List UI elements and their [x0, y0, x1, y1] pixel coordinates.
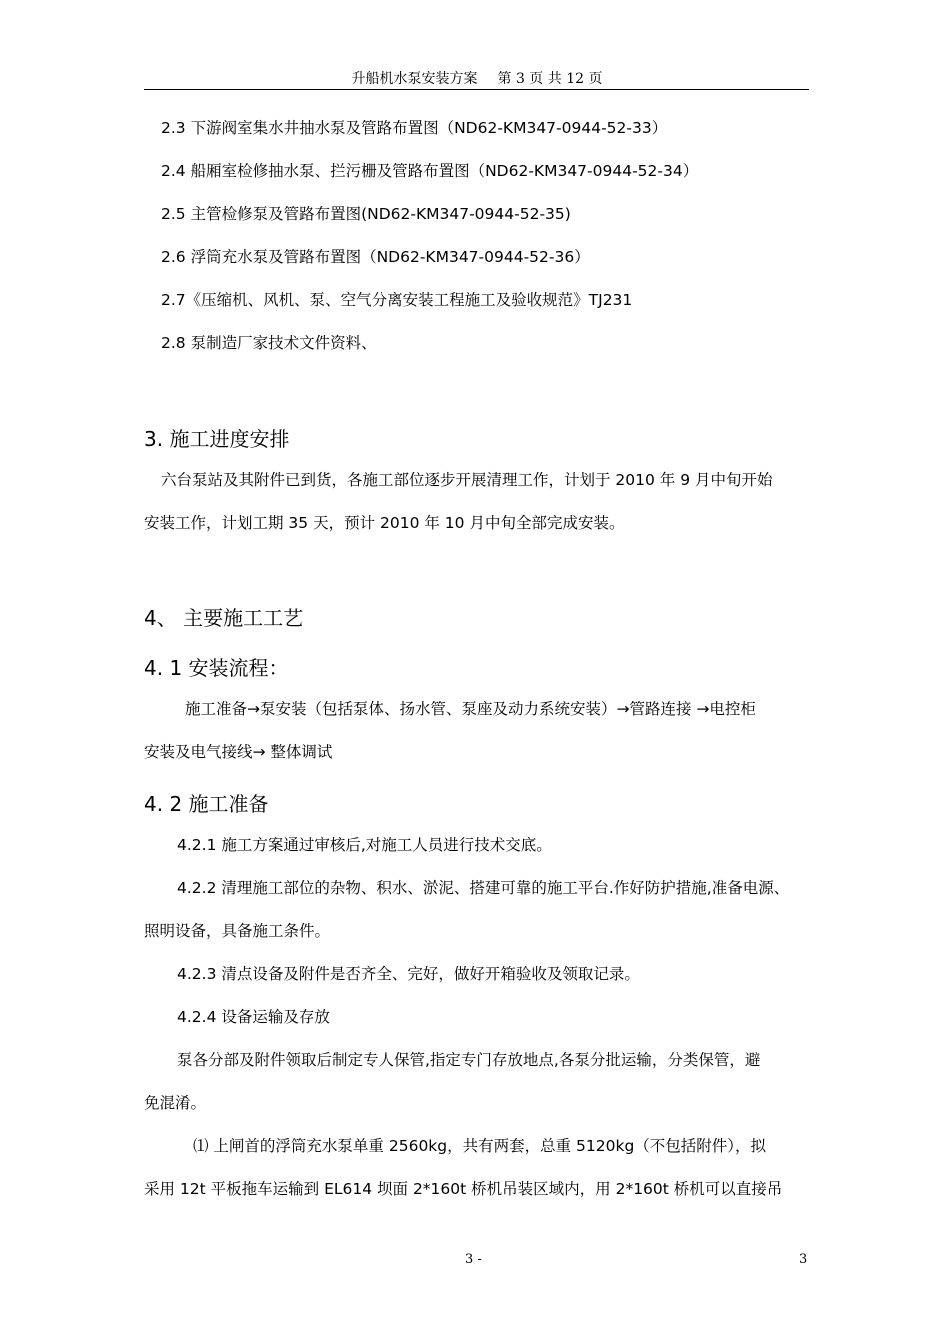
document-title: 升船机水泵安装方案 [351, 71, 478, 87]
reference-2-4: 2.4 船厢室检修抽水泵、拦污栅及管路布置图（ND62-KM347-0944-52-34） [161, 162, 699, 180]
footer-page-number: 3 - [465, 1252, 482, 1267]
schedule-paragraph-line-1: 六台泵站及其附件已到货，各施工部位逐步开展清理工作，计划于 2010 年 9 月中旬开始 [161, 471, 773, 489]
reference-2-6: 2.6 浮筒充水泵及管路布置图（ND62-KM347-0944-52-36） [161, 248, 590, 266]
paragraph-4-2-2-line-2: 照明设备，具备施工条件。 [144, 922, 331, 940]
install-flow-line-1: 施工准备→泵安装（包括泵体、扬水管、泵座及动力系统安装）→管路连接 →电控柜 [185, 700, 756, 718]
section-3-heading: 3. 施工进度安排 [144, 427, 290, 451]
storage-paragraph-line-1: 泵各分部及附件领取后制定专人保管,指定专门存放地点,各泵分批运输，分类保管，避 [177, 1051, 761, 1069]
reference-2-7: 2.7《压缩机、风机、泵、空气分离安装工程施工及验收规范》TJ231 [161, 291, 633, 309]
footer-page-index: 3 [799, 1252, 808, 1267]
reference-2-5: 2.5 主管检修泵及管路布置图(ND62-KM347-0944-52-35) [161, 205, 571, 223]
paragraph-4-2-2-line-1: 4.2.2 清理施工部位的杂物、积水、淤泥、搭建可靠的施工平台.作好防护措施,准备电源、 [177, 879, 790, 897]
item-1-line-1: ⑴ 上闸首的浮筒充水泵单重 2560kg，共有两套，总重 5120kg（不包括附件），拟 [193, 1137, 767, 1155]
section-4-heading: 4、 主要施工工艺 [144, 606, 304, 630]
reference-2-3: 2.3 下游阀室集水井抽水泵及管路布置图（ND62-KM347-0944-52-33） [161, 119, 668, 137]
header-rule [144, 89, 809, 90]
install-flow-line-2: 安装及电气接线→ 整体调试 [144, 743, 333, 761]
page-count: 第 3 页 共 12 页 [497, 71, 603, 87]
page-header [146, 70, 808, 88]
paragraph-4-2-3: 4.2.3 清点设备及附件是否齐全、完好，做好开箱验收及领取记录。 [177, 965, 640, 983]
schedule-paragraph-line-2: 安装工作，计划工期 35 天，预计 2010 年 10 月中旬全部完成安装。 [144, 514, 625, 532]
reference-2-8: 2.8 泵制造厂家技术文件资料、 [161, 334, 377, 352]
paragraph-4-2-1: 4.2.1 施工方案通过审核后,对施工人员进行技术交底。 [177, 836, 552, 854]
item-1-line-2: 采用 12t 平板拖车运输到 EL614 坝面 2*160t 桥机吊装区域内，用 2*160t 桥机可以直接吊 [144, 1180, 783, 1198]
section-4-1-heading: 4. 1 安装流程： [144, 656, 289, 680]
paragraph-4-2-4: 4.2.4 设备运输及存放 [177, 1008, 330, 1026]
section-4-2-heading: 4. 2 施工准备 [144, 792, 269, 816]
storage-paragraph-line-2: 免混淆。 [144, 1094, 207, 1112]
